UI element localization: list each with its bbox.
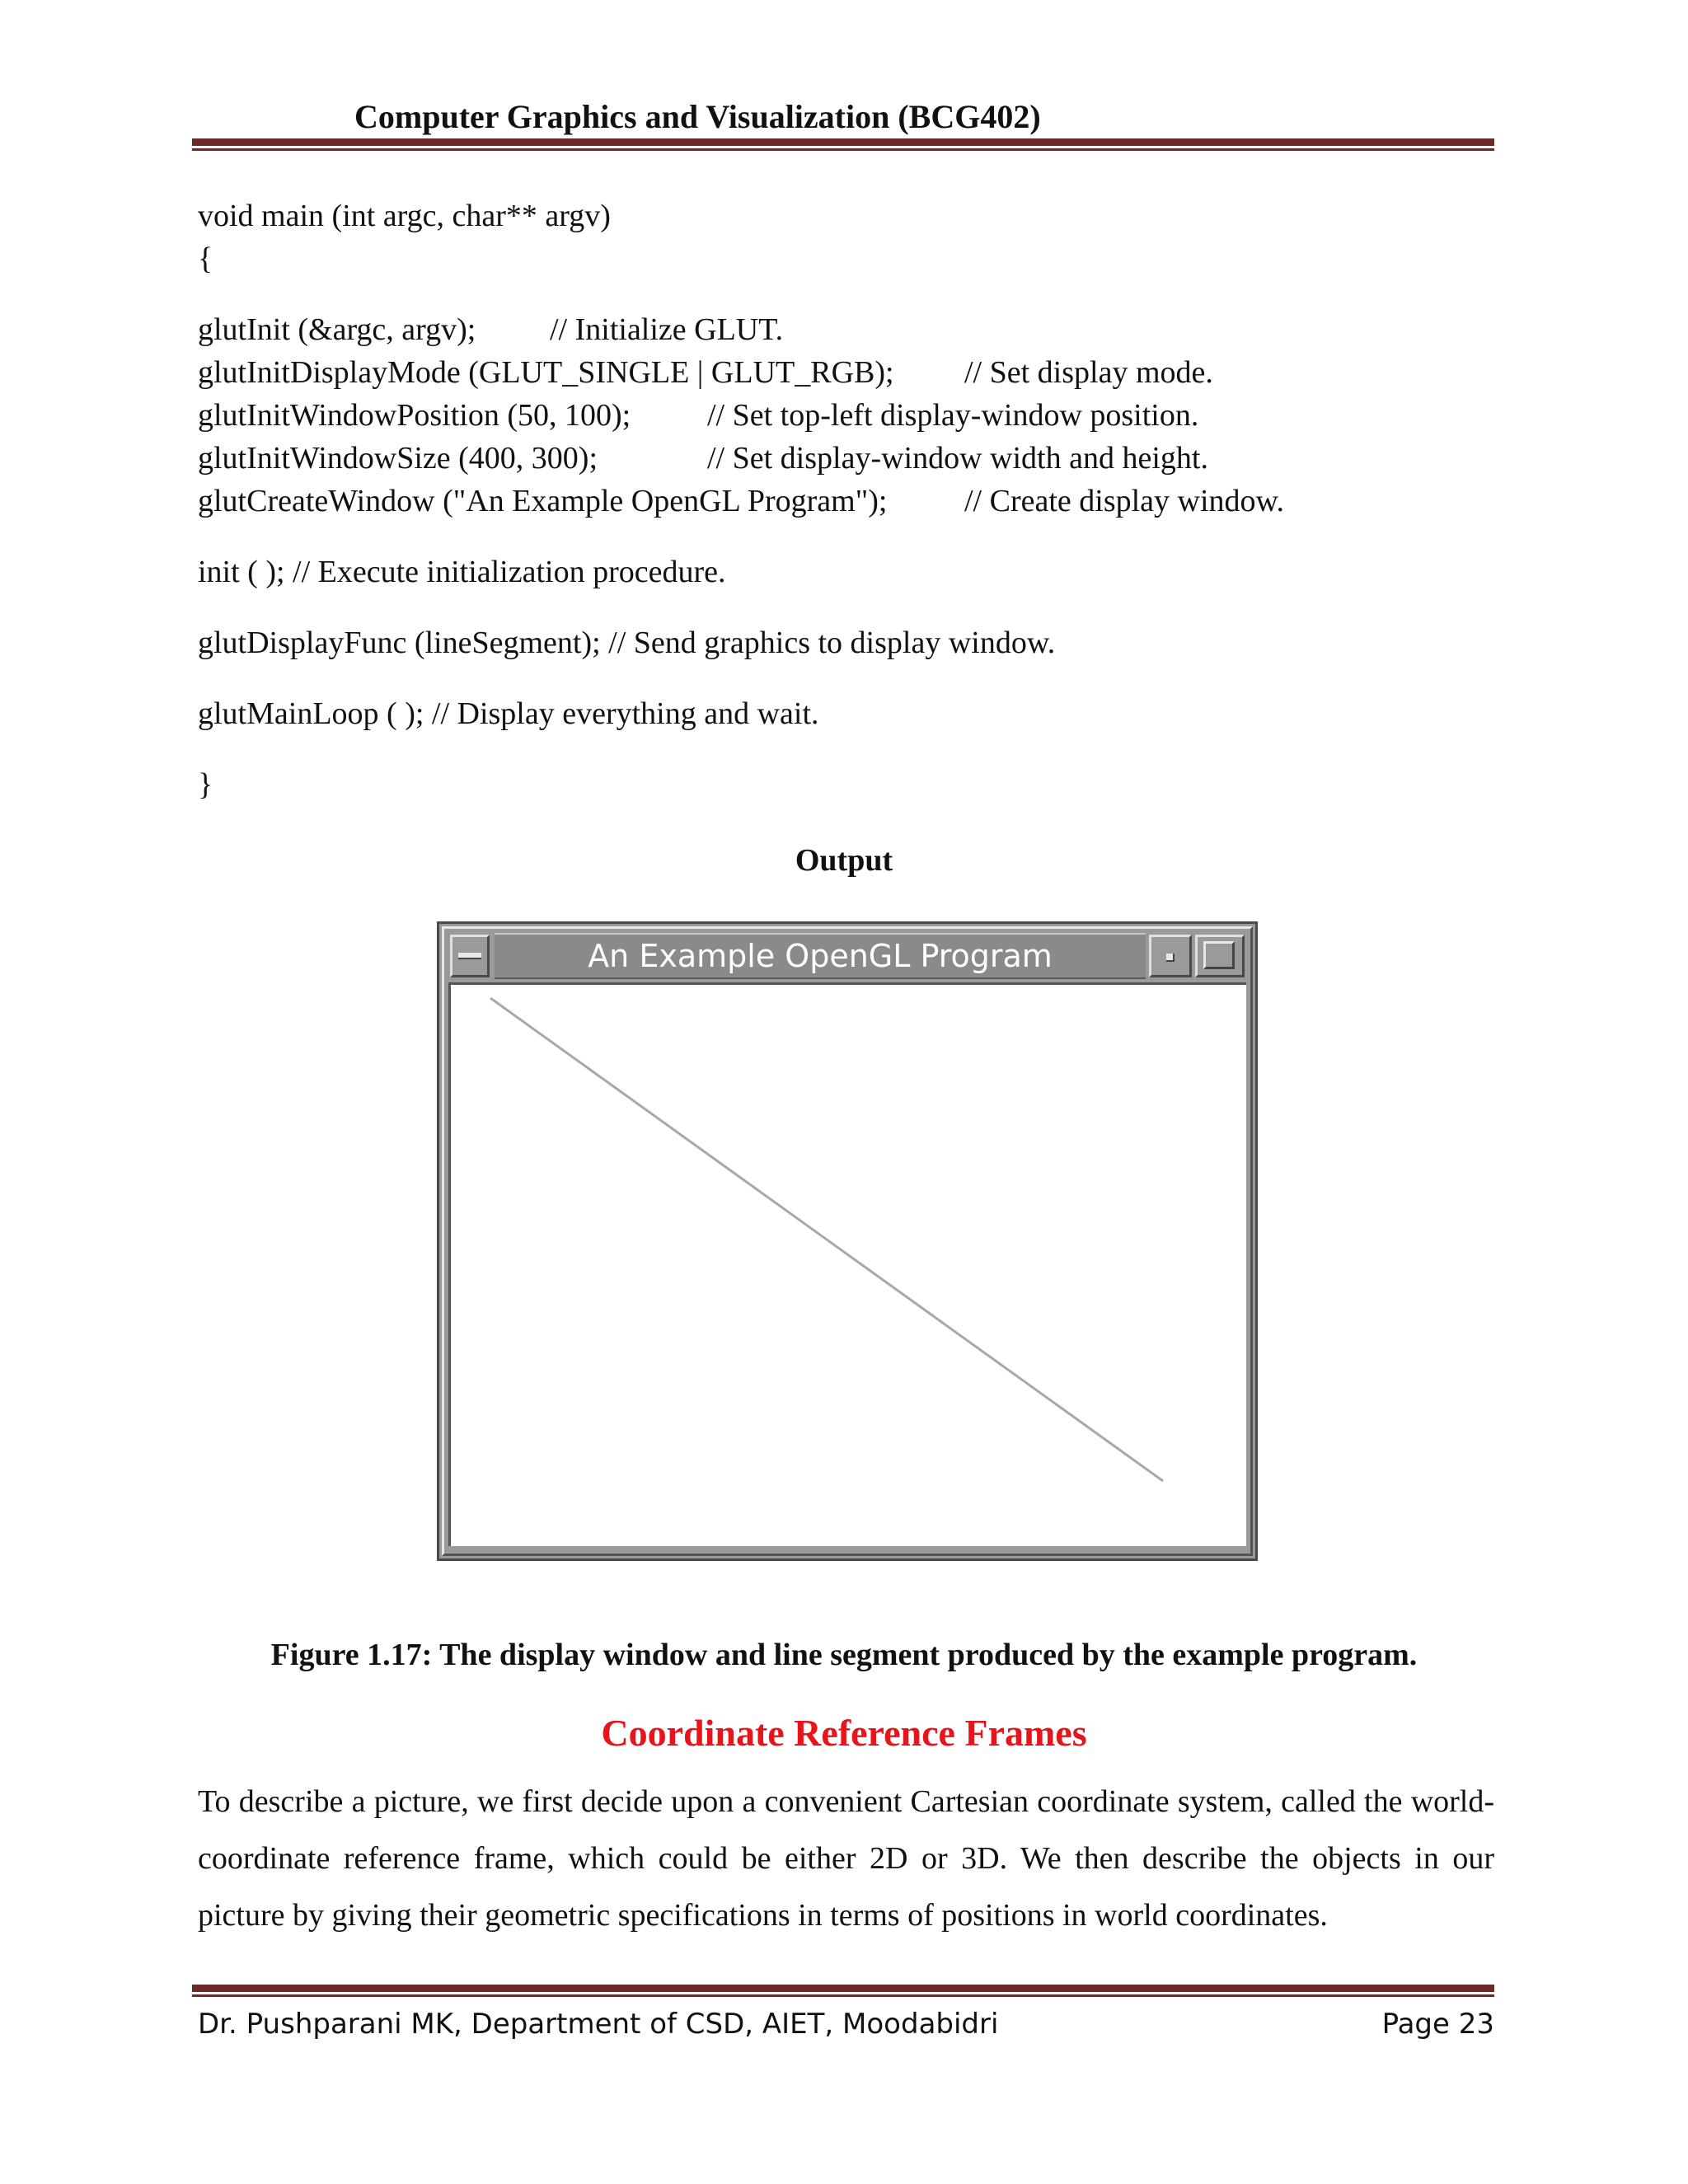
page-header-title: Computer Graphics and Visualization (BCG402): [354, 98, 1041, 135]
code-comment: // Set display-window width and height.: [707, 441, 1208, 476]
code-display-line: glutDisplayFunc (lineSegment); // Send graphics to display window.: [198, 626, 1056, 660]
output-label: Output: [795, 843, 893, 878]
code-comment: // Create display window.: [964, 484, 1285, 518]
code-line: [198, 354, 1213, 391]
line-segment-drawing: [451, 985, 1244, 1544]
code-open-brace: {: [198, 241, 213, 276]
footer-author: Dr. Pushparani MK, Department of CSD, AIET, Moodabidri: [198, 2008, 999, 2041]
code-statement: glutInitDisplayMode (GLUT_SINGLE | GLUT_RGB);: [198, 355, 894, 390]
section-paragraph: To describe a picture, we first decide upon a convenient Cartesian coordinate system, called the world-coordinate reference frame, which could be either 2D or 3D. We then describe the objects in our picture by giving their geometric specifications in terms of positions in world coordinates.: [198, 1784, 1494, 1933]
header-rule-thin: [192, 148, 1494, 151]
code-init-line: init ( ); // Execute initialization procedure.: [198, 555, 726, 589]
code-mainloop-line: glutMainLoop ( ); // Display everything and wait.: [198, 696, 819, 731]
footer-rule: [192, 1985, 1494, 1992]
code-line: [198, 312, 784, 348]
code-main-signature: void main (int argc, char** argv): [198, 199, 611, 233]
window-canvas: [448, 982, 1246, 1546]
line-segment: [490, 998, 1163, 1481]
code-statement: glutInit (&argc, argv);: [198, 312, 476, 347]
minimize-icon: [1166, 954, 1175, 962]
section-heading: Coordinate Reference Frames: [601, 1712, 1087, 1754]
window-title: An Example OpenGL Program: [588, 938, 1053, 974]
code-line: [198, 440, 1208, 476]
code-statement: glutCreateWindow ("An Example OpenGL Program");: [198, 484, 888, 518]
footer-rule-thin: [192, 1994, 1494, 1997]
code-comment: // Initialize GLUT.: [550, 312, 784, 347]
code-statement: glutInitWindowSize (400, 300);: [198, 441, 598, 476]
code-comment: // Set top-left display-window position.: [707, 398, 1199, 433]
maximize-icon: [1203, 941, 1235, 969]
header-rule: [192, 138, 1494, 146]
page-number: Page 23: [1381, 2008, 1494, 2041]
code-close-brace: }: [198, 767, 213, 802]
code-line: [198, 483, 1285, 519]
window-menu-icon: [458, 953, 481, 959]
code-statement: glutInitWindowPosition (50, 100);: [198, 398, 631, 433]
code-comment: // Set display mode.: [964, 355, 1213, 390]
code-line: [198, 397, 1199, 434]
figure-caption: Figure 1.17: The display window and line segment produced by the example program.: [270, 1638, 1418, 1672]
